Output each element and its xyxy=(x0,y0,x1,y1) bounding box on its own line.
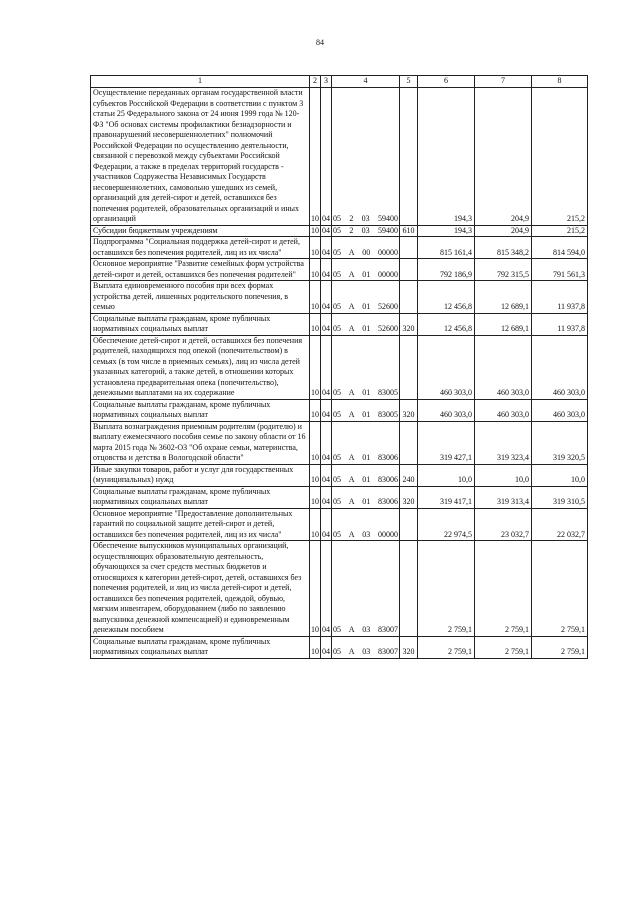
target-article-part: 52600 xyxy=(377,302,398,311)
target-article-part: 01 xyxy=(362,324,371,333)
expense-type-cell: 610 xyxy=(400,225,418,237)
target-article-part: 00000 xyxy=(377,247,398,257)
expense-type-cell xyxy=(400,281,418,314)
section-code-cell: 10 xyxy=(310,486,321,508)
expense-type-cell xyxy=(400,335,418,399)
amount-col7-cell: 12 689,1 xyxy=(475,313,532,335)
table-row xyxy=(91,225,588,237)
target-article-part: 83006 xyxy=(377,453,398,462)
target-article-part: 05 xyxy=(333,529,341,539)
subsection-code-cell: 04 xyxy=(321,508,332,541)
target-article-part: 03 xyxy=(361,214,370,223)
header-cell: 3 xyxy=(321,76,332,88)
subsection-code-cell: 04 xyxy=(321,313,332,335)
section-code-cell: 10 xyxy=(310,421,321,464)
table-row xyxy=(91,313,588,335)
target-article-code xyxy=(333,410,398,421)
amount-col7-cell: 319 323,4 xyxy=(475,421,532,464)
target-article-cell xyxy=(332,335,400,399)
section-code-cell: 10 xyxy=(310,335,321,399)
table-row xyxy=(91,281,588,314)
target-article-part: 05 xyxy=(333,247,341,257)
subsection-code-cell: 04 xyxy=(321,486,332,508)
section-code-cell: 10 xyxy=(310,464,321,486)
target-article-code xyxy=(333,226,398,237)
target-article-part: 05 xyxy=(333,225,341,235)
amount-col8-cell: 22 032,7 xyxy=(532,508,588,541)
target-article-code xyxy=(333,324,398,335)
section-code-cell: 10 xyxy=(310,259,321,281)
target-article-cell xyxy=(332,259,400,281)
section-code-cell: 10 xyxy=(310,313,321,335)
header-cell: 1 xyxy=(91,76,310,88)
target-article-code xyxy=(333,248,398,259)
row-name-cell: Выплата единовременного пособия при всех формах устройства детей, лишенных родительского попечения, в семью xyxy=(91,281,310,314)
table-row xyxy=(91,399,588,421)
subsection-code-cell: 04 xyxy=(321,421,332,464)
row-name-cell: Обеспечение выпускников муниципальных организаций, осуществляющих образовательную деятельность, обучающихся за счет средств местных бюджетов и относящихся к категории детей-сирот, детей, оставшихся без попечения родителей, и лиц из числа детей-сирот и детей, оставшихся без попечения родителей, одеждой, обувью, мягким инвентарем, оборудованием (либо по заявлению выпускника денежной компенсацией) и единовременным денежным пособием xyxy=(91,541,310,637)
subsection-code-cell: 04 xyxy=(321,259,332,281)
expense-type-cell: 240 xyxy=(400,464,418,486)
target-article-part: 01 xyxy=(362,388,371,397)
expense-type-cell: 320 xyxy=(400,636,418,658)
amount-col8-cell: 215,2 xyxy=(532,88,588,226)
target-article-part: 83006 xyxy=(377,497,398,506)
section-code-cell: 10 xyxy=(310,237,321,259)
amount-col6-cell: 12 456,8 xyxy=(418,281,475,314)
amount-col8-cell: 319 320,5 xyxy=(532,421,588,464)
target-article-part: 01 xyxy=(362,410,371,419)
target-article-cell xyxy=(332,225,400,237)
target-article-cell xyxy=(332,541,400,637)
amount-col6-cell: 792 186,9 xyxy=(418,259,475,281)
header-cell: 7 xyxy=(475,76,532,88)
target-article-code xyxy=(333,302,398,313)
amount-col6-cell: 194,3 xyxy=(418,88,475,226)
target-article-part: 2 xyxy=(349,225,354,235)
amount-col7-cell: 460 303,0 xyxy=(475,335,532,399)
header-cell: 4 xyxy=(332,76,400,88)
target-article-code xyxy=(333,647,398,658)
target-article-part: А xyxy=(348,625,355,634)
target-article-part: А xyxy=(348,453,355,462)
expense-type-cell xyxy=(400,259,418,281)
row-name-cell: Осуществление переданных органам государственной власти субъектов Российской Федерации в соответствии с пунктом 3 статьи 25 Федерального закона от 24 июня 1999 года № 120-ФЗ "Об основах системы профилактики безнадзорности и правонарушений несовершеннолетних" полномочий Российской Федерации по осуществлению деятельности, связанной с перевозкой между субъектами Российской Федерации, а также в пределах территорий государств - участников Содружества Независимых Государств несовершеннолетних, самовольно ушедших из семей, организаций для детей-сирот и детей, оставшихся без попечения родителей, образовательных организаций и иных организаций xyxy=(91,88,310,226)
target-article-part: 83007 xyxy=(377,647,398,656)
target-article-part: А xyxy=(348,497,355,506)
section-code-cell: 10 xyxy=(310,636,321,658)
amount-col6-cell: 194,3 xyxy=(418,225,475,237)
amount-col8-cell: 2 759,1 xyxy=(532,541,588,637)
subsection-code-cell: 04 xyxy=(321,464,332,486)
amount-col8-cell: 791 561,3 xyxy=(532,259,588,281)
target-article-part: 05 xyxy=(333,497,341,506)
target-article-code xyxy=(333,214,398,225)
amount-col7-cell: 204,9 xyxy=(475,88,532,226)
target-article-part: А xyxy=(348,529,355,539)
target-article-part: А xyxy=(348,647,355,656)
row-name-cell: Социальные выплаты гражданам, кроме публичных нормативных социальных выплат xyxy=(91,486,310,508)
table-body xyxy=(91,88,588,659)
header-cell: 5 xyxy=(400,76,418,88)
amount-col7-cell: 12 689,1 xyxy=(475,281,532,314)
row-name-cell: Подпрограмма "Социальная поддержка детей-сирот и детей, оставшихся без попечения родителей, лиц из их числа" xyxy=(91,237,310,259)
target-article-part: 00000 xyxy=(377,529,398,539)
amount-col8-cell: 2 759,1 xyxy=(532,636,588,658)
amount-col7-cell: 10,0 xyxy=(475,464,532,486)
amount-col8-cell: 460 303,0 xyxy=(532,399,588,421)
amount-col6-cell: 815 161,4 xyxy=(418,237,475,259)
target-article-part: 05 xyxy=(333,388,341,397)
target-article-part: 05 xyxy=(333,453,341,462)
table-row xyxy=(91,464,588,486)
amount-col6-cell: 2 759,1 xyxy=(418,636,475,658)
expense-type-cell: 320 xyxy=(400,313,418,335)
amount-col8-cell: 10,0 xyxy=(532,464,588,486)
target-article-part: 05 xyxy=(333,214,341,223)
target-article-code xyxy=(333,388,398,399)
target-article-part: А xyxy=(348,388,355,397)
target-article-part: 83007 xyxy=(377,625,398,634)
row-name-cell: Социальные выплаты гражданам, кроме публичных нормативных социальных выплат xyxy=(91,399,310,421)
amount-col7-cell: 792 315,5 xyxy=(475,259,532,281)
target-article-cell xyxy=(332,399,400,421)
target-article-cell xyxy=(332,313,400,335)
subsection-code-cell: 04 xyxy=(321,281,332,314)
target-article-part: 05 xyxy=(333,410,341,419)
target-article-part: А xyxy=(348,269,355,279)
target-article-part: 05 xyxy=(333,625,341,634)
amount-col8-cell: 319 310,5 xyxy=(532,486,588,508)
table-row xyxy=(91,88,588,226)
target-article-part: А xyxy=(348,302,355,311)
amount-col7-cell: 2 759,1 xyxy=(475,541,532,637)
amount-col6-cell: 319 427,1 xyxy=(418,421,475,464)
target-article-part: 2 xyxy=(349,214,354,223)
target-article-part: 03 xyxy=(362,529,371,539)
table-row xyxy=(91,508,588,541)
target-article-part: 83005 xyxy=(377,388,398,397)
expense-type-cell: 320 xyxy=(400,486,418,508)
target-article-code xyxy=(333,475,398,486)
subsection-code-cell: 04 xyxy=(321,636,332,658)
amount-col7-cell: 23 032,7 xyxy=(475,508,532,541)
table-row xyxy=(91,259,588,281)
expense-type-cell xyxy=(400,508,418,541)
target-article-part: А xyxy=(348,247,355,257)
amount-col6-cell: 22 974,5 xyxy=(418,508,475,541)
header-cell: 2 xyxy=(310,76,321,88)
header-cell: 8 xyxy=(532,76,588,88)
table-row xyxy=(91,421,588,464)
target-article-part: 05 xyxy=(333,647,341,656)
target-article-code xyxy=(333,497,398,508)
section-code-cell: 10 xyxy=(310,508,321,541)
row-name-cell: Основное мероприятие "Предоставление дополнительных гарантий по социальной защите детей-сирот и детей, оставшихся без попечения родителей, лиц из их числа" xyxy=(91,508,310,541)
target-article-cell xyxy=(332,464,400,486)
expense-type-cell xyxy=(400,237,418,259)
target-article-part: 03 xyxy=(362,625,371,634)
subsection-code-cell: 04 xyxy=(321,335,332,399)
table-row xyxy=(91,237,588,259)
target-article-part: 05 xyxy=(333,302,341,311)
amount-col6-cell: 12 456,8 xyxy=(418,313,475,335)
amount-col7-cell: 460 303,0 xyxy=(475,399,532,421)
amount-col7-cell: 815 348,2 xyxy=(475,237,532,259)
target-article-code xyxy=(333,453,398,464)
section-code-cell: 10 xyxy=(311,225,319,235)
target-article-cell xyxy=(332,88,400,226)
target-article-part: 05 xyxy=(333,475,341,484)
target-article-part: 03 xyxy=(361,225,370,235)
amount-col7-cell: 319 313,4 xyxy=(475,486,532,508)
target-article-code xyxy=(333,625,398,636)
target-article-part: 83005 xyxy=(377,410,398,419)
target-article-part: 05 xyxy=(333,324,341,333)
table-row xyxy=(91,335,588,399)
amount-col6-cell: 319 417,1 xyxy=(418,486,475,508)
section-code-cell: 10 xyxy=(310,281,321,314)
target-article-part: 59400 xyxy=(377,214,398,223)
table-row xyxy=(91,541,588,637)
target-article-part: 01 xyxy=(362,269,371,279)
target-article-part: 01 xyxy=(362,453,371,462)
target-article-cell xyxy=(332,421,400,464)
target-article-part: 01 xyxy=(362,302,371,311)
table-header-row xyxy=(91,76,588,88)
section-code-cell: 10 xyxy=(310,88,321,226)
row-name-cell: Иные закупки товаров, работ и услуг для государственных (муниципальных) нужд xyxy=(91,464,310,486)
amount-col8-cell: 11 937,8 xyxy=(532,281,588,314)
section-code-cell: 10 xyxy=(310,541,321,637)
target-article-part: 03 xyxy=(362,647,371,656)
amount-col6-cell: 10,0 xyxy=(418,464,475,486)
target-article-code xyxy=(333,530,398,541)
amount-col8-cell: 11 937,8 xyxy=(532,313,588,335)
budget-table xyxy=(90,75,588,659)
target-article-part: 83006 xyxy=(377,475,398,484)
amount-col6-cell: 460 303,0 xyxy=(418,399,475,421)
target-article-cell xyxy=(332,281,400,314)
target-article-part: А xyxy=(348,410,355,419)
subsection-code-cell: 04 xyxy=(321,399,332,421)
target-article-cell xyxy=(332,237,400,259)
expense-type-cell xyxy=(400,541,418,637)
table-row xyxy=(91,636,588,658)
expense-type-cell xyxy=(400,421,418,464)
target-article-part: А xyxy=(348,324,355,333)
amount-col7-cell: 2 759,1 xyxy=(475,636,532,658)
amount-col8-cell: 460 303,0 xyxy=(532,335,588,399)
target-article-part: 05 xyxy=(333,269,341,279)
amount-col8-cell: 215,2 xyxy=(532,225,588,237)
target-article-part: 00 xyxy=(362,247,371,257)
target-article-part: 01 xyxy=(362,475,371,484)
table-row xyxy=(91,486,588,508)
header-cell: 6 xyxy=(418,76,475,88)
section-code-cell: 10 xyxy=(310,399,321,421)
row-name-cell: Субсидии бюджетным учреждениям xyxy=(91,225,310,237)
subsection-code-cell: 04 xyxy=(322,225,330,235)
target-article-part: 52600 xyxy=(377,324,398,333)
target-article-part: 00000 xyxy=(377,269,398,279)
target-article-cell xyxy=(332,508,400,541)
row-name-cell: Социальные выплаты гражданам, кроме публичных нормативных социальных выплат xyxy=(91,313,310,335)
row-name-cell: Основное мероприятие "Развитие семейных форм устройства детей-сирот и детей, оставшихся без попечения родителей" xyxy=(91,259,310,281)
amount-col6-cell: 460 303,0 xyxy=(418,335,475,399)
row-name-cell: Обеспечение детей-сирот и детей, оставшихся без попечения родителей, находящихся под опекой (попечительством) в семьях (в том числе в приемных семьях), лиц из числа детей указанных категорий, а также детей, в отношении которых установлена предварительная опека (попечительство), денежными выплатами на их содержание xyxy=(91,335,310,399)
amount-col7-cell: 204,9 xyxy=(475,225,532,237)
expense-type-cell: 320 xyxy=(400,399,418,421)
expense-type-cell xyxy=(400,88,418,226)
row-name-cell: Выплата вознаграждения приемным родителям (родителю) и выплату ежемесячного пособия семье по закону области от 16 марта 2015 года № 3602-ОЗ "Об охране семьи, материнства, отцовства и детства в Вологодской области" xyxy=(91,421,310,464)
amount-col8-cell: 814 594,0 xyxy=(532,237,588,259)
target-article-part: 59400 xyxy=(377,225,398,235)
target-article-part: 01 xyxy=(362,497,371,506)
target-article-code xyxy=(333,270,398,281)
subsection-code-cell: 04 xyxy=(321,237,332,259)
subsection-code-cell: 04 xyxy=(321,88,332,226)
subsection-code-cell: 04 xyxy=(321,541,332,637)
target-article-cell xyxy=(332,486,400,508)
row-name-cell: Социальные выплаты гражданам, кроме публичных нормативных социальных выплат xyxy=(91,636,310,658)
target-article-part: А xyxy=(348,475,355,484)
target-article-cell xyxy=(332,636,400,658)
amount-col6-cell: 2 759,1 xyxy=(418,541,475,637)
page-number: 84 xyxy=(316,38,324,47)
